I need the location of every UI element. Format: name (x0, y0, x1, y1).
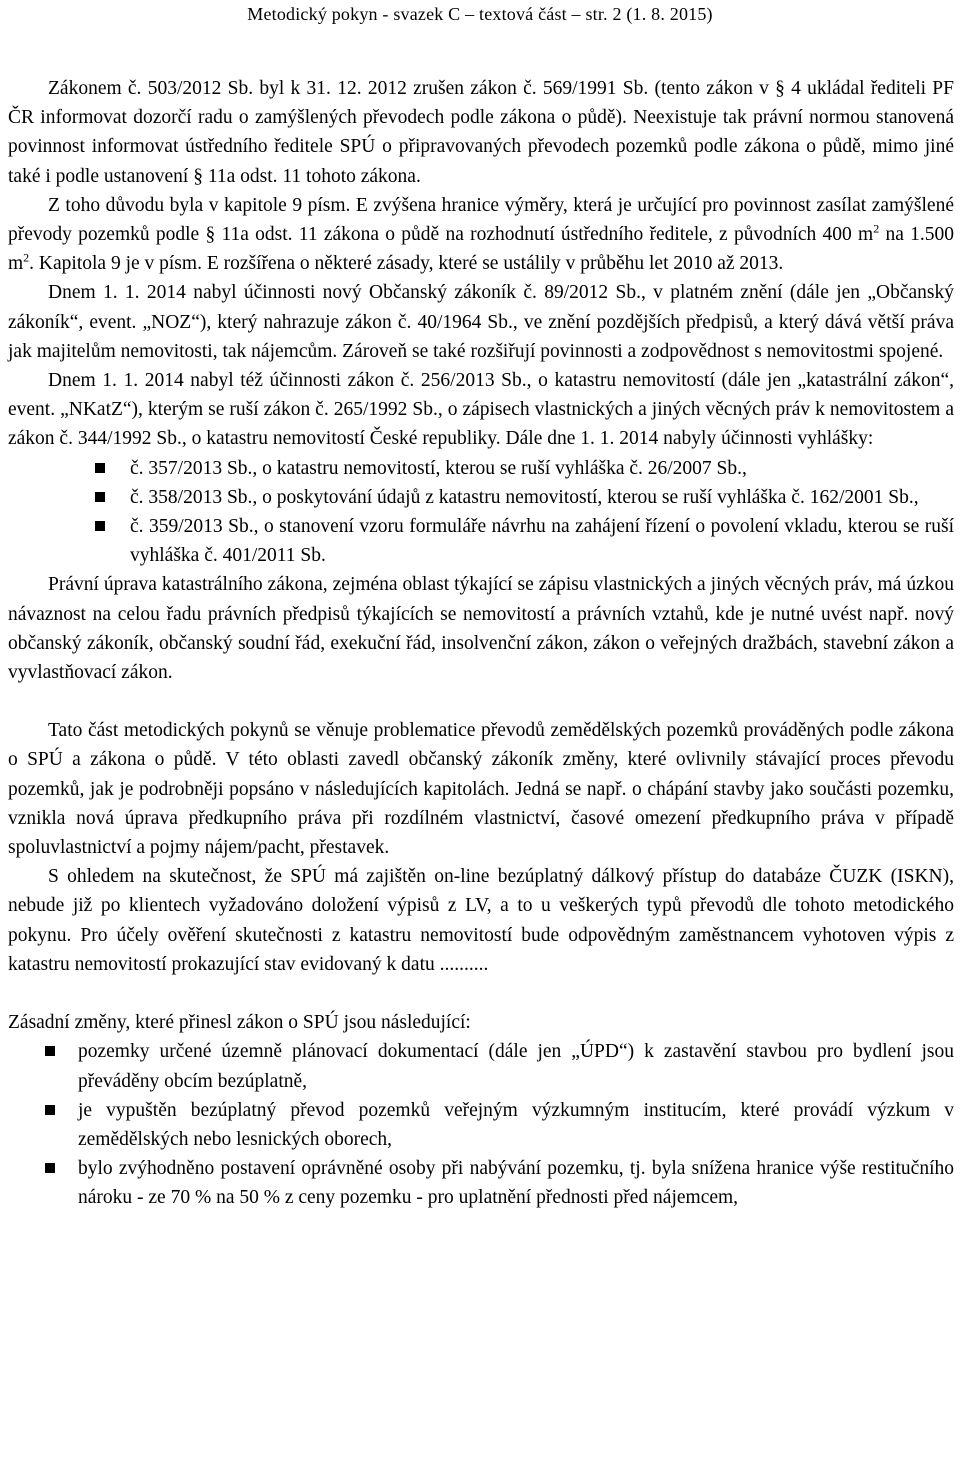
paragraph-kapitola-9-text-c: . Kapitola 9 je v písm. E rozšířena o některé zásady, které se ustálily v průběhu let 2010 až 2013. (29, 253, 784, 275)
paragraph-kapitola-9-text-b: na 1.500 m (8, 224, 954, 275)
list-item: pozemky určené územně plánovací dokumentací (dále jen „ÚPD“) k zastavění stavbou pro bydlení jsou převáděny obcím bezúplatně, (78, 1037, 954, 1095)
paragraph-tato-cast: Tato část metodických pokynů se věnuje problematice převodů zemědělských pozemků prováděných podle zákona o SPÚ a zákona o půdě. V této oblasti zavedl občanský zákoník změny, které ovlivnily stávající proces převodu pozemků, jak je podrobněji popsáno v následujících kapitolách. Jedná se např. o chápání stavby jako součásti pozemku, vznikla nová úprava předkupního práva při rozdílném vlastnictví, časové omezení předkupního práva v případě spoluvlastnictví a pojmy nájem/pacht, přestavek. (8, 720, 954, 859)
paragraph-obcansky-zakonik: Dnem 1. 1. 2014 nabyl účinnosti nový Občanský zákoník č. 89/2012 Sb., v platném znění (dále jen „Občanský zákoník“, event. „NOZ“), který nahrazuje zákon č. 40/1964 Sb., ve znění pozdějších předpisů, a který dává větší práva jak majitelům nemovitosti, tak nájemcům. Zároveň se také rozšiřují povinnosti a zodpovědnost s nemovitostmi spojené. (8, 282, 954, 362)
paragraph-zakon-503: Zákonem č. 503/2012 Sb. byl k 31. 12. 2012 zrušen zákon č. 569/1991 Sb. (tento zákon v § 4 ukládal řediteli PF ČR informovat dozorčí radu o zamýšlených převodech podle zákona o půdě). Neexistuje tak právní normou stanovená povinnost informovat ústředního ředitele SPÚ o připravovaných převodech pozemků podle zákona o půdě, mimo jiné také i podle ustanovení § 11a odst. 11 tohoto zákona. (8, 78, 954, 187)
zmeny-list (8, 1037, 954, 1212)
superscript-1: 2 (873, 221, 880, 236)
paragraph-katastralni-zakon: Dnem 1. 1. 2014 nabyl též účinnosti zákon č. 256/2013 Sb., o katastru nemovitostí (dále jen „katastrální zákon“, event. „NKatZ“), kterým se ruší zákon č. 265/1992 Sb., o zápisech vlastnických a jiných věcných práv k nemovitostem a zákon č. 344/1992 Sb., o katastru nemovitostí České republiky. Dále dne 1. 1. 2014 nabyly účinnosti vyhlášky: (8, 370, 954, 450)
blank-line (8, 687, 954, 716)
list-item: č. 358/2013 Sb., o poskytování údajů z katastru nemovitostí, kterou se ruší vyhláška č. 162/2001 Sb., (130, 483, 954, 512)
superscript-2: 2 (23, 250, 30, 265)
paragraph-kapitola-9 (8, 191, 954, 279)
paragraph-zasadni-zmeny: Zásadní změny, které přinesl zákon o SPÚ jsou následující: (8, 1012, 471, 1034)
paragraph-pravni-uprava: Právní úprava katastrálního zákona, zejména oblast týkající se zápisu vlastnických a jiných věcných práv, má úzkou návaznost na celou řadu právních předpisů týkajících se nemovitostí a právních vztahů, kde je nutné uvést např. nový občanský zákoník, občanský soudní řád, exekuční řád, insolvenční zákon, zákon o veřejných dražbách, stavební zákon a vyvlastňovací zákon. (8, 574, 954, 684)
document-body (8, 74, 954, 1213)
list-item: je vypuštěn bezúplatný převod pozemků veřejným výzkumným institucím, které provádí výzkum v zemědělských nebo lesnických oborech, (78, 1096, 954, 1154)
paragraph-s-ohledem: S ohledem na skutečnost, že SPÚ má zajištěn on-line bezúplatný dálkový přístup do databáze ČUZK (ISKN), nebude již po klientech vyžadováno doložení výpisů z LV, a to u veškerých typů převodů dle tohoto metodického pokynu. Pro účely ověření skutečnosti z katastru nemovitostí bude odpovědným zaměstnancem vyhotoven výpis z katastru nemovitostí prokazující stav evidovaný k datu .......... (8, 866, 954, 975)
list-item: č. 359/2013 Sb., o stanovení vzoru formuláře návrhu na zahájení řízení o povolení vkladu, kterou se ruší vyhláška č. 401/2011 Sb. (130, 512, 954, 570)
page-header: Metodický pokyn - svazek C – textová část – str. 2 (1. 8. 2015) (247, 4, 713, 24)
vyhlasky-list (8, 454, 954, 571)
blank-line (8, 979, 954, 1008)
paragraph-kapitola-9-text-a: Z toho důvodu byla v kapitole 9 písm. E zvýšena hranice výměry, která je určující pro povinnost zasílat zamýšlené převody pozemků podle § 11a odst. 11 zákona o půdě na rozhodnutí ústředního ředitele, z původních 400 m (8, 194, 954, 246)
list-item: bylo zvýhodněno postavení oprávněné osoby při nabývání pozemku, tj. byla snížena hranice výše restitučního nároku - ze 70 % na 50 % z ceny pozemku - pro uplatnění přednosti před nájemcem, (78, 1154, 954, 1212)
list-item: č. 357/2013 Sb., o katastru nemovitostí, kterou se ruší vyhláška č. 26/2007 Sb., (130, 454, 954, 483)
